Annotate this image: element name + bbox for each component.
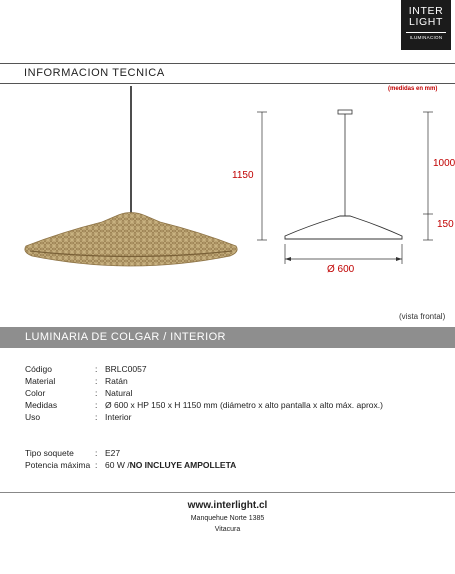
logo-line-2: LIGHT bbox=[409, 16, 443, 28]
spec-label: Medidas bbox=[25, 400, 58, 410]
dim-cable-height: 1000 bbox=[433, 158, 455, 169]
lamp-photo bbox=[25, 86, 237, 266]
spec-row bbox=[25, 400, 383, 411]
product-category-title: LUMINARIA DE COLGAR / INTERIOR bbox=[25, 331, 226, 343]
spec-separator: : bbox=[95, 388, 98, 398]
spec-value: Interior bbox=[105, 412, 132, 422]
spec-row bbox=[25, 376, 128, 387]
section-title: INFORMACION TECNICA bbox=[24, 67, 165, 79]
spec-value-emphasis: NO INCLUYE AMPOLLETA bbox=[129, 460, 237, 470]
spec-value: Ratán bbox=[105, 376, 128, 386]
spec-row bbox=[25, 412, 131, 423]
footer-city: Vitacura bbox=[214, 526, 241, 533]
spec-value: 60 W / bbox=[105, 460, 130, 470]
spec-label: Color bbox=[25, 388, 46, 398]
technical-drawing bbox=[257, 110, 433, 264]
spec-value: Ø 600 x HP 150 x H 1150 mm (diámetro x alto pantalla x alto máx. aprox.) bbox=[105, 400, 383, 410]
logo-line-3: ILUMINACION bbox=[406, 32, 446, 40]
spec-row bbox=[25, 388, 132, 399]
dim-diameter: Ø 600 bbox=[327, 264, 355, 275]
spec-value: Natural bbox=[105, 388, 133, 398]
spec-label: Potencia máxima bbox=[25, 460, 91, 470]
footer-address: Manquehue Norte 1385 bbox=[190, 515, 265, 522]
view-label: (vista frontal) bbox=[399, 312, 446, 321]
spec-label: Tipo soquete bbox=[25, 448, 74, 458]
spec-value: E27 bbox=[105, 448, 121, 458]
lamp-shade bbox=[25, 213, 237, 267]
spec-row bbox=[25, 448, 120, 459]
spec-separator: : bbox=[95, 400, 98, 410]
footer-website-link[interactable]: www.interlight.cl bbox=[187, 500, 268, 511]
spec-label: Uso bbox=[25, 412, 41, 422]
spec-separator: : bbox=[95, 376, 98, 386]
spec-separator: : bbox=[95, 364, 98, 374]
units-note: (medidas en mm) bbox=[388, 86, 438, 92]
spec-separator: : bbox=[95, 448, 98, 458]
spec-row bbox=[25, 364, 147, 375]
dim-shade-height: 150 bbox=[437, 219, 454, 230]
spec-label: Material bbox=[25, 376, 56, 386]
spec-separator: : bbox=[95, 460, 98, 470]
drawing-shade bbox=[285, 216, 402, 239]
spec-separator: : bbox=[95, 412, 98, 422]
spec-value: BRLC0057 bbox=[105, 364, 147, 374]
product-category-bar bbox=[0, 327, 455, 348]
logo-line-1: INTER bbox=[408, 5, 444, 17]
spec-label: Código bbox=[25, 364, 52, 374]
spec-row bbox=[25, 460, 236, 471]
dim-total-height: 1150 bbox=[232, 170, 254, 181]
footer-divider bbox=[0, 492, 455, 493]
